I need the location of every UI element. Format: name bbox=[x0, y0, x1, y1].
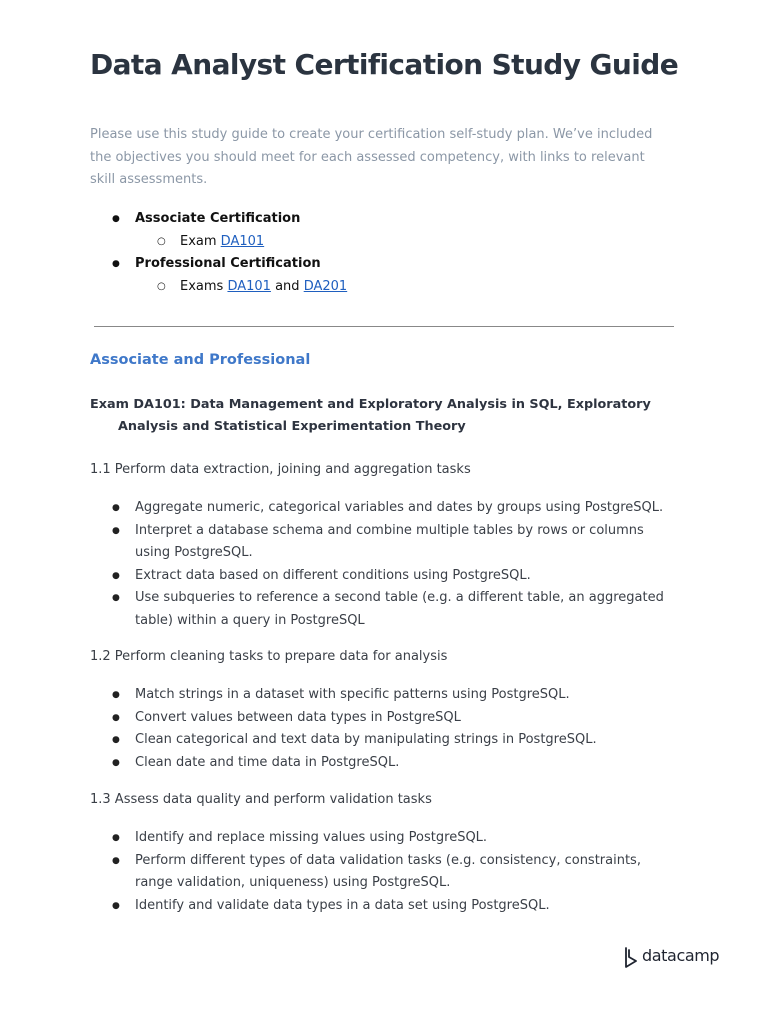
exam-da101-link[interactable]: DA101 bbox=[227, 278, 271, 294]
datacamp-logo[interactable] bbox=[624, 946, 720, 970]
objective-list bbox=[90, 497, 680, 632]
objective-item: ● Perform different types of data validation tasks (e.g. consistency, constraints, range validation, uniqueness) using PostgreSQL. bbox=[90, 850, 680, 895]
objective-list bbox=[90, 827, 680, 917]
intro-paragraph: Please use this study guide to create your certification self-study plan. We’ve included the objectives you should meet for each assessed competency, with links to relevant skill assessments. bbox=[90, 127, 653, 187]
certification-label: Professional Certification bbox=[135, 256, 321, 271]
exam-joiner: and bbox=[270, 278, 304, 294]
section-title: Associate and Professional bbox=[90, 352, 311, 368]
objective-heading: 1.1 Perform data extraction, joining and aggregation tasks bbox=[90, 462, 471, 477]
objective-item: ● Clean date and time data in PostgreSQL. bbox=[90, 752, 680, 775]
objective-item: ● Use subqueries to reference a second table (e.g. a different table, an aggregated table) within a query in PostgreSQL bbox=[90, 587, 680, 632]
exam-prefix: Exam bbox=[180, 233, 221, 249]
objective-item: ● Clean categorical and text data by manipulating strings in PostgreSQL. bbox=[90, 729, 680, 752]
objective-heading: 1.2 Perform cleaning tasks to prepare data for analysis bbox=[90, 649, 448, 664]
datacamp-mark-icon bbox=[624, 947, 640, 969]
exam-prefix: Exams bbox=[180, 278, 228, 294]
objective-item: ● Convert values between data types in PostgreSQL bbox=[90, 707, 680, 730]
page-title: Data Analyst Certification Study Guide bbox=[90, 48, 679, 81]
objective-item: ● Aggregate numeric, categorical variables and dates by groups using PostgreSQL. bbox=[90, 497, 680, 520]
objective-item: ● Interpret a database schema and combine multiple tables by rows or columns using PostgreSQL. bbox=[90, 520, 680, 565]
objective-item: ● Identify and validate data types in a data set using PostgreSQL. bbox=[90, 895, 680, 918]
certification-list bbox=[90, 208, 680, 298]
exam-list-item bbox=[135, 276, 680, 299]
objective-item: ● Match strings in a dataset with specific patterns using PostgreSQL. bbox=[90, 684, 680, 707]
exam-list-item bbox=[135, 231, 680, 254]
certification-item bbox=[90, 253, 680, 298]
exam-da101-link[interactable]: DA101 bbox=[220, 233, 265, 249]
exam-title: Exam DA101: Data Management and Exploratory Analysis in SQL, Exploratory Analysis and Statistical Experimentation Theory bbox=[90, 397, 651, 434]
section-divider bbox=[94, 326, 674, 327]
objective-heading: 1.3 Assess data quality and perform validation tasks bbox=[90, 792, 432, 807]
certification-item bbox=[90, 208, 680, 253]
certification-label: Associate Certification bbox=[135, 211, 301, 226]
logo-wordmark: datacamp bbox=[642, 946, 720, 965]
objective-item: ● Extract data based on different conditions using PostgreSQL. bbox=[90, 565, 680, 588]
objective-item: ● Identify and replace missing values using PostgreSQL. bbox=[90, 827, 680, 850]
objective-list bbox=[90, 684, 680, 774]
exam-da201-link[interactable]: DA201 bbox=[303, 278, 348, 294]
